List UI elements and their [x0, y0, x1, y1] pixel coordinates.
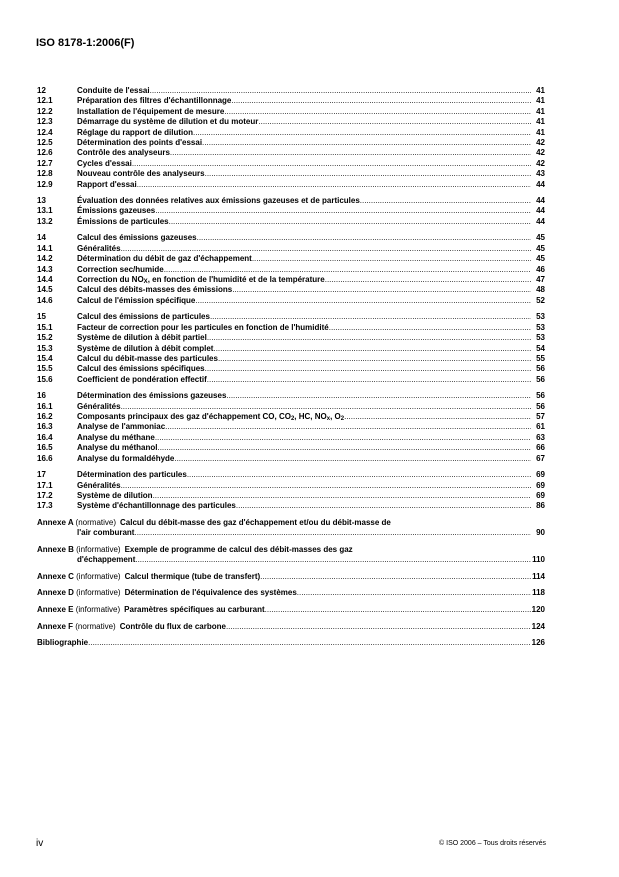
leader-dots [170, 148, 531, 158]
leader-dots [169, 217, 531, 227]
toc-entry[interactable] [37, 254, 545, 264]
annex-title-line1: Calcul du débit-masse des gaz d'échappement et/ou du débit-masse de [120, 517, 391, 527]
title-part: , O [330, 412, 341, 422]
toc-entry-page: 53 [536, 312, 545, 322]
toc-entry-title [77, 412, 344, 422]
toc-entry-number: 15.3 [37, 343, 53, 353]
toc-entry-title-group [77, 86, 531, 96]
toc-entry-title: Détermination des points d'essai [77, 137, 203, 147]
toc-entry-title: Coefficient de pondération effectif [77, 374, 207, 384]
toc-entry-title: Analyse du formaldéhyde [77, 453, 175, 463]
toc-entry[interactable] [37, 196, 545, 206]
toc-annex-a[interactable] [37, 518, 545, 539]
toc-entry-title: Calcul des émissions spécifiques [77, 364, 205, 374]
toc-entry-number: 14.6 [37, 295, 53, 305]
toc-entry-page: 42 [536, 137, 545, 147]
toc-entry[interactable] [37, 333, 545, 343]
annex-page: 118 [532, 588, 545, 598]
toc-entry-title-group [77, 265, 531, 275]
toc-entry-page: 86 [536, 501, 545, 511]
toc-entry-title-group [77, 96, 531, 106]
toc-entry[interactable] [37, 454, 545, 464]
annex-page: 90 [536, 528, 545, 538]
toc-entry-title-group [77, 275, 531, 285]
leader-dots [155, 206, 531, 216]
toc-entry[interactable] [37, 275, 545, 285]
leader-dots [207, 333, 531, 343]
leader-dots [226, 622, 531, 632]
toc-entry-title-group [77, 402, 531, 412]
toc-entry-page: 63 [536, 432, 545, 442]
toc-entry-number: 12.4 [37, 127, 53, 137]
leader-dots [232, 285, 531, 295]
toc-entry-title: Démarrage du système de dilution et du moteur [77, 117, 259, 127]
toc-entry[interactable] [37, 233, 545, 243]
toc-entry-title: Généralités [77, 401, 121, 411]
toc-entry-page: 55 [536, 353, 545, 363]
toc-entry-title: Calcul de l'émission spécifique [77, 295, 196, 305]
toc-entry-number: 16.6 [37, 453, 53, 463]
title-part: , en fonction de l'humidité et de la température [147, 275, 325, 285]
toc-entry[interactable] [37, 107, 545, 117]
leader-dots [153, 491, 531, 501]
leader-dots [165, 422, 531, 432]
toc-entry-number: 13.1 [37, 206, 53, 216]
toc-entry-number: 12 [37, 86, 46, 95]
toc-entry-title-group [77, 422, 531, 432]
toc-entry-title: Détermination des particules [77, 470, 187, 480]
toc-bibliography[interactable] [37, 638, 545, 648]
toc-entry-title-group [77, 375, 531, 385]
toc-entry-number: 17.1 [37, 480, 53, 490]
toc-entry[interactable] [37, 265, 545, 275]
leader-dots [265, 605, 531, 615]
toc-entry[interactable] [37, 217, 545, 227]
leader-dots [258, 117, 531, 127]
leader-dots [325, 275, 531, 285]
toc-entry-title-group [77, 333, 531, 343]
leader-dots [137, 180, 531, 190]
toc-entry[interactable] [37, 117, 545, 127]
toc-entry-page: 46 [536, 264, 545, 274]
toc-entry[interactable] [37, 128, 545, 138]
toc-entry-title: Contrôle des analyseurs [77, 148, 170, 158]
toc-entry-title: Analyse de l'ammoniac [77, 422, 166, 432]
toc-entry[interactable] [37, 344, 545, 354]
toc-entry-page: 66 [536, 443, 545, 453]
toc-entry-number: 15.4 [37, 353, 53, 363]
toc-annex-b[interactable] [37, 545, 545, 566]
leader-dots [231, 96, 531, 106]
toc-entry-title-group [77, 454, 531, 464]
toc-entry-page: 43 [536, 169, 545, 179]
toc-entry-title: Émissions de particules [77, 216, 169, 226]
toc-entry-title-group [77, 217, 531, 227]
toc-entry[interactable] [37, 285, 545, 295]
toc-entry[interactable] [37, 323, 545, 333]
toc-entry-title: Rapport d'essai [77, 179, 137, 189]
toc-entry-page: 69 [536, 491, 545, 500]
annex-title: Détermination de l'équivalence des systèmes [124, 588, 297, 598]
leader-dots [226, 391, 531, 401]
toc-entry[interactable] [37, 159, 545, 169]
copyright-notice: © ISO 2006 – Tous droits réservés [439, 840, 546, 847]
annex-label: Annexe C [37, 571, 74, 581]
toc-entry[interactable] [37, 354, 545, 364]
toc-entry-page: 56 [536, 401, 545, 411]
toc-entry[interactable] [37, 391, 545, 401]
toc-entry-title: Facteur de correction pour les particules en fonction de l'humidité [77, 322, 329, 332]
toc-entry-number: 14.1 [37, 243, 53, 253]
toc-entry-page: 56 [536, 364, 545, 374]
annex-label: Annexe B [37, 544, 74, 554]
toc-entry-number: 12.6 [37, 148, 53, 158]
leader-dots [252, 254, 531, 264]
toc-entry[interactable] [37, 364, 545, 374]
toc-entry-number: 12.2 [37, 106, 53, 116]
toc-entry[interactable] [37, 375, 545, 385]
leader-dots [121, 481, 531, 491]
annex-kind: (normative) [75, 517, 116, 527]
toc-entry-title-group [77, 481, 531, 491]
toc-entry-title: Détermination du débit de gaz d'échappement [77, 254, 252, 264]
leader-dots [213, 344, 531, 354]
toc-entry-page: 48 [536, 285, 545, 295]
toc-entry-title-group [77, 433, 531, 443]
toc-entry-title-group [77, 491, 531, 501]
toc-entry-page: 42 [536, 148, 545, 158]
leader-dots [134, 528, 531, 538]
toc-entry-title: Cycles d'essai [77, 158, 132, 168]
toc-entry-number: 16 [37, 391, 46, 401]
toc-entry-page: 45 [536, 243, 545, 253]
toc-entry-title-group [77, 117, 531, 127]
toc-entry-page: 41 [536, 86, 545, 95]
bibliography-page: 126 [531, 638, 545, 648]
toc-entry-title: Système d'échantillonnage des particules [77, 501, 236, 511]
toc-entry-page: 69 [536, 480, 545, 490]
leader-dots [150, 86, 531, 96]
toc-entry-title-group [77, 364, 531, 374]
toc-entry-title: Analyse du méthanol [77, 443, 158, 453]
toc-entry-number: 12.3 [37, 117, 53, 127]
toc-entry-title-group [77, 169, 531, 179]
title-part: , HC, NO [294, 412, 327, 422]
toc-entry-title: Calcul du débit-masse des particules [77, 353, 218, 363]
toc-sections [37, 86, 545, 512]
title-subscript: 2 [340, 416, 345, 423]
toc-entry[interactable] [37, 402, 545, 412]
toc-entry-page: 47 [536, 275, 545, 285]
toc-entry-number: 17.2 [37, 491, 53, 500]
title-part: Composants principaux des gaz d'échappement CO, CO [77, 412, 291, 422]
leader-dots [344, 412, 531, 422]
bibliography-title: Bibliographie [37, 638, 89, 648]
toc-entry-page: 44 [536, 206, 545, 216]
toc-entry[interactable] [37, 296, 545, 306]
toc-annex-e[interactable] [37, 605, 545, 615]
annex-label: Annexe E [37, 605, 74, 615]
toc-entry-title-group [77, 254, 531, 264]
annex-page: 110 [532, 555, 545, 565]
toc-entry-number: 15.6 [37, 374, 53, 384]
toc-entry-title-group [77, 138, 531, 148]
toc-entry-number: 15.2 [37, 333, 53, 343]
annex-title: Calcul thermique (tube de transfert) [124, 571, 261, 581]
toc-entry-page: 56 [536, 391, 545, 401]
toc-entry[interactable] [37, 206, 545, 216]
toc-entry[interactable] [37, 180, 545, 190]
toc-entry[interactable] [37, 244, 545, 254]
toc-entry-title: Correction sec/humide [77, 264, 164, 274]
toc-entry-number: 12.7 [37, 158, 53, 168]
leader-dots [224, 107, 531, 117]
toc-entry-page: 41 [536, 117, 545, 127]
toc-entry-number: 15.5 [37, 364, 53, 374]
toc-entry[interactable] [37, 412, 545, 422]
leader-dots [132, 159, 531, 169]
toc-entry-title-group [77, 107, 531, 117]
title-subscript: 2 [290, 416, 295, 423]
toc-entry-title: Conduite de l'essai [77, 86, 150, 95]
toc-annex-f[interactable] [37, 622, 545, 632]
toc-entry-title: Calcul des émissions gazeuses [77, 233, 197, 243]
toc-entry-number: 12.9 [37, 179, 53, 189]
annex-kind: (informative) [76, 544, 121, 554]
toc-entry-title-group [77, 412, 531, 422]
toc-entry-page: 45 [536, 233, 545, 243]
leader-dots [197, 233, 531, 243]
toc-entry-title: Système de dilution à débit complet [77, 343, 214, 353]
toc-entry-title-group [77, 323, 531, 333]
toc-entry-title-group [77, 148, 531, 158]
toc-entry-number: 15 [37, 312, 46, 322]
toc-entry-title: Nouveau contrôle des analyseurs [77, 169, 205, 179]
leader-dots [205, 169, 531, 179]
toc-entry-title: Généralités [77, 243, 121, 253]
annex-kind: (informative) [76, 571, 121, 581]
toc-entry-page: 67 [536, 453, 545, 463]
toc-entry-number: 14.2 [37, 254, 53, 264]
page-number: iv [36, 838, 44, 849]
leader-dots [195, 296, 531, 306]
leader-dots [174, 454, 531, 464]
toc-entry-title-group [77, 285, 531, 295]
leader-dots [121, 402, 531, 412]
toc-entry-page: 54 [536, 343, 545, 353]
toc-entry[interactable] [37, 169, 545, 179]
leader-dots [202, 138, 531, 148]
toc-entry-number: 16.1 [37, 401, 53, 411]
toc-entry-title: Installation de l'équipement de mesure [77, 106, 225, 116]
leader-dots [297, 588, 531, 598]
annex-title: Contrôle du flux de carbone [119, 621, 226, 631]
toc-entry-page: 41 [536, 96, 545, 106]
toc-entry-title-group [77, 470, 531, 480]
annex-title-line2: l'air comburant [77, 528, 135, 538]
toc-entry-title-group [77, 244, 531, 254]
annex-page: 120 [531, 605, 545, 615]
table-of-contents [37, 86, 545, 649]
toc-entry-page: 57 [536, 412, 545, 422]
toc-entry[interactable] [37, 148, 545, 158]
toc-entry-page: 41 [536, 127, 545, 137]
toc-entry-number: 14.3 [37, 264, 53, 274]
leader-dots [187, 470, 531, 480]
toc-entry-number: 12.1 [37, 96, 53, 106]
leader-dots [210, 312, 531, 322]
title-subscript: x [326, 416, 331, 423]
toc-entry-number: 12.5 [37, 137, 53, 147]
annex-title-line2: d'échappement [77, 555, 136, 565]
toc-annex-c[interactable] [37, 572, 545, 582]
title-subscript: X [143, 279, 148, 286]
leader-dots [260, 572, 531, 582]
toc-entry-title: Analyse du méthane [77, 432, 155, 442]
toc-entry-page: 53 [536, 333, 545, 343]
toc-entry-title-group [77, 128, 531, 138]
toc-entry-page: 42 [536, 158, 545, 168]
annex-label: Annexe D [37, 588, 74, 598]
toc-entry-number: 14.5 [37, 285, 53, 295]
toc-entry[interactable] [37, 481, 545, 491]
toc-entry-number: 16.5 [37, 443, 53, 453]
toc-entry-title: Évaluation des données relatives aux émissions gazeuses et de particules [77, 196, 360, 206]
toc-entry-page: 52 [536, 295, 545, 305]
toc-entry-number: 16.2 [37, 412, 53, 422]
toc-entry[interactable] [37, 501, 545, 511]
annex-title-line1: Exemple de programme de calcul des débit-masses des gaz [124, 544, 353, 554]
annex-kind: (informative) [76, 588, 121, 598]
toc-entry-title-group [77, 233, 531, 243]
leader-dots [164, 265, 531, 275]
leader-dots [360, 196, 531, 206]
page-header: ISO 8178-1:2006(F) [36, 37, 135, 49]
toc-entry-number: 14.4 [37, 275, 53, 285]
toc-entry-title [77, 275, 325, 285]
toc-entry-number: 13 [37, 196, 46, 206]
toc-entry-title-group [77, 296, 531, 306]
leader-dots [135, 555, 531, 565]
toc-entry-title: Détermination des émissions gazeuses [77, 391, 227, 401]
toc-entry-page: 41 [536, 106, 545, 116]
toc-entry-number: 16.3 [37, 422, 53, 432]
toc-entry-page: 56 [536, 374, 545, 384]
leader-dots [193, 128, 531, 138]
toc-entry-number: 15.1 [37, 322, 53, 332]
leader-dots [157, 443, 531, 453]
title-part: Correction du NO [77, 275, 144, 285]
leader-dots [207, 375, 531, 385]
annex-label: Annexe A [37, 517, 74, 527]
toc-entry-page: 45 [536, 254, 545, 264]
toc-entry-number: 13.2 [37, 216, 53, 226]
toc-entry-page: 61 [536, 422, 545, 432]
toc-entry-number: 12.8 [37, 169, 53, 179]
toc-entry-page: 44 [536, 196, 545, 206]
toc-entry-title-group [77, 501, 531, 511]
toc-entry-number: 14 [37, 233, 46, 243]
toc-entry-title: Généralités [77, 480, 121, 490]
toc-entry-title: Système de dilution [77, 491, 153, 500]
toc-entry[interactable] [37, 443, 545, 453]
toc-entry-title-group [77, 159, 531, 169]
toc-entry-title-group [77, 196, 531, 206]
toc-entry-title: Préparation des filtres d'échantillonnage [77, 96, 232, 106]
toc-entry-page: 69 [536, 470, 545, 480]
toc-entry-title-group [77, 206, 531, 216]
toc-entry[interactable] [37, 491, 545, 501]
toc-entry[interactable] [37, 470, 545, 480]
toc-entry-page: 53 [536, 322, 545, 332]
leader-dots [218, 354, 531, 364]
toc-entry[interactable] [37, 86, 545, 96]
toc-entry-title-group [77, 354, 531, 364]
leader-dots [121, 244, 531, 254]
toc-entry[interactable] [37, 138, 545, 148]
toc-entry[interactable] [37, 96, 545, 106]
toc-entry-title: Calcul des débits-masses des émissions [77, 285, 233, 295]
toc-entry-title: Calcul des émissions de particules [77, 312, 210, 322]
annex-kind: (normative) [75, 621, 116, 631]
toc-entry-title-group [77, 443, 531, 453]
leader-dots [236, 501, 531, 511]
toc-entry-title-group [77, 391, 531, 401]
annex-page: 124 [531, 621, 545, 631]
annex-page: 114 [532, 571, 545, 581]
toc-entry-title-group [77, 344, 531, 354]
leader-dots [329, 323, 531, 333]
toc-entry-title: Émissions gazeuses [77, 206, 156, 216]
toc-entry-number: 16.4 [37, 432, 53, 442]
toc-entry[interactable] [37, 422, 545, 432]
toc-entry-number: 17.3 [37, 501, 53, 511]
toc-annex-d[interactable] [37, 588, 545, 598]
toc-entry-title-group [77, 312, 531, 322]
leader-dots [88, 638, 531, 648]
toc-entry-title-group [77, 180, 531, 190]
toc-entry-number: 17 [37, 470, 46, 480]
toc-entry-page: 44 [536, 179, 545, 189]
toc-entry[interactable] [37, 433, 545, 443]
leader-dots [155, 433, 531, 443]
toc-entry-page: 44 [536, 216, 545, 226]
annex-title: Paramètres spécifiques au carburant [124, 605, 265, 615]
toc-entry[interactable] [37, 312, 545, 322]
annex-label: Annexe F [37, 621, 74, 631]
leader-dots [205, 364, 531, 374]
annex-kind: (informative) [75, 605, 121, 615]
toc-entry-title: Système de dilution à débit partiel [77, 333, 207, 343]
toc-entry-title: Réglage du rapport de dilution [77, 127, 193, 137]
